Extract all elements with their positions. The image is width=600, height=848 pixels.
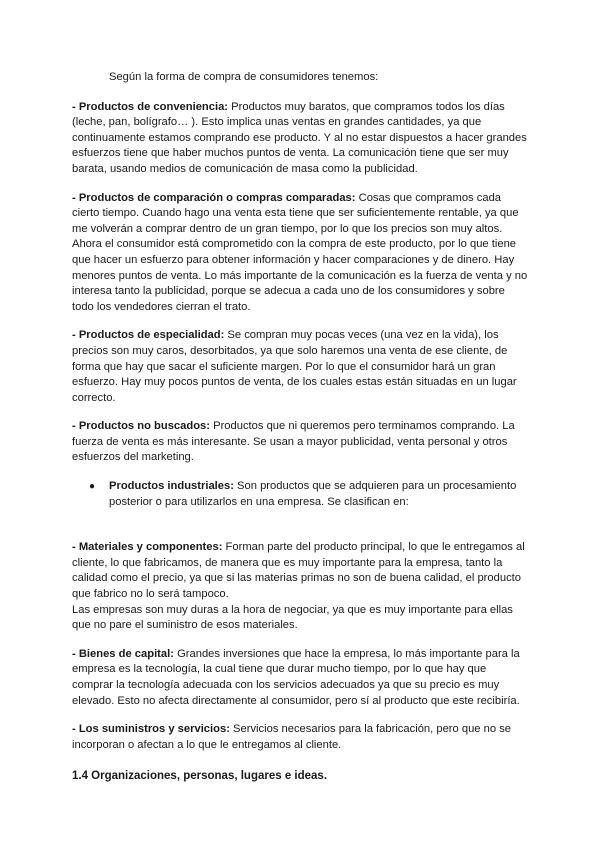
paragraph-conveniencia — [72, 100, 528, 178]
term-extra-text: Las empresas son muy duras a la hora de negociar, ya que es muy importante para ellas que no pare el suministro de esos materiales. — [72, 603, 513, 632]
term-text: Se compran muy pocas veces (una vez en la vida), los precios son muy caros, desorbitados, ya que solo haremos una venta de ese cliente, de forma que hay que sacar el suficiente margen. Por lo que el consumidor hará un gran esfuerzo. Hay muy pocos puntos de venta, de los cuales estas están situadas en un lugar correcto. — [72, 329, 517, 404]
term-title: - Productos de conveniencia: — [72, 100, 229, 113]
paragraph-no-buscados — [72, 419, 528, 466]
term-text: Servicios necesarios para la fabricación, pero que no se incorporan o afectan a lo que le entregamos al cliente. — [72, 723, 512, 751]
term-title: Productos industriales: — [109, 480, 234, 493]
term-text: Forman parte del producto principal, lo que le entregamos al cliente, lo que fabricamos, de manera que es muy importante para la empresa, tanto la calidad como el precio, ya que si las materias primas no son de buena calidad, el producto que fabrico no lo será tampoco. — [72, 541, 525, 601]
term-title: - Materiales y componentes: — [72, 541, 223, 554]
bullet-industriales — [89, 479, 528, 510]
term-title: - Productos de especialidad: — [72, 329, 225, 342]
bullet-dot-icon: ● — [89, 481, 96, 493]
term-text: Grandes inversiones que hace la empresa, lo más importante para la empresa es la tecnología, la cual tiene que durar mucho tiempo, por lo que hay que comprar la tecnología adecuada con los servicios adecuados ya que su precio es muy elevado. Esto no afecta directamente al consumidor, pero sí al producto que este recibiría. — [72, 647, 520, 707]
term-text: Productos que ni queremos pero terminamos comprando. La fuerza de venta es más interesante. Se usan a mayor publicidad, venta personal y otros esfuerzos del marketing. — [72, 420, 515, 464]
term-text: Productos muy baratos, que compramos todos los días (leche, pan, bolígrafo… ). Esto implica unas ventas en grandes cantidades, ya que continuamente estamos comprando ese producto. Y al no estar dispuestos a hacer grandes esfuerzos tiene que haber muchos puntos de venta. La comunicación tiene que ser muy barata, usando medios de comunicación de masa como la publicidad. — [72, 100, 527, 175]
term-title: - Productos de comparación o compras comparadas: — [72, 191, 356, 204]
term-text: Cosas que compramos cada cierto tiempo. Cuando hago una venta esta tiene que ser suficientemente rentable, ya que me volverán a comprar dentro de un gran tiempo, por lo que los precios son muy altos. Ahora el consumidor está comprometido con la compra de este producto, por lo que tiene que hacer un esfuerzo para obtener información y hacer comparaciones y de dinero. Hay menores puntos de venta. Lo más importante de la comunicación es la fuerza de venta y no interesa tanto la publicidad, porque se adecua a cada uno de los consumidores y sobre todo los vendedores cierran el trato. — [72, 191, 528, 313]
paragraph-suministros — [72, 722, 528, 753]
paragraph-materiales — [72, 540, 528, 634]
paragraph-comparacion — [72, 191, 528, 316]
term-text: Son productos que se adquieren para un procesamiento posterior o para utilizarlos en una empresa. Se clasifican en: — [109, 480, 517, 508]
paragraph-bienes-capital — [72, 647, 528, 709]
intro-text: Según la forma de compra de consumidores tenemos: — [109, 71, 379, 83]
section-heading: 1.4 Organizaciones, personas, lugares e ideas. — [72, 770, 328, 783]
term-title: - Bienes de capital: — [72, 647, 174, 660]
term-title: - Productos no buscados: — [72, 420, 210, 433]
term-title: - Los suministros y servicios: — [72, 723, 230, 736]
paragraph-especialidad — [72, 328, 528, 406]
